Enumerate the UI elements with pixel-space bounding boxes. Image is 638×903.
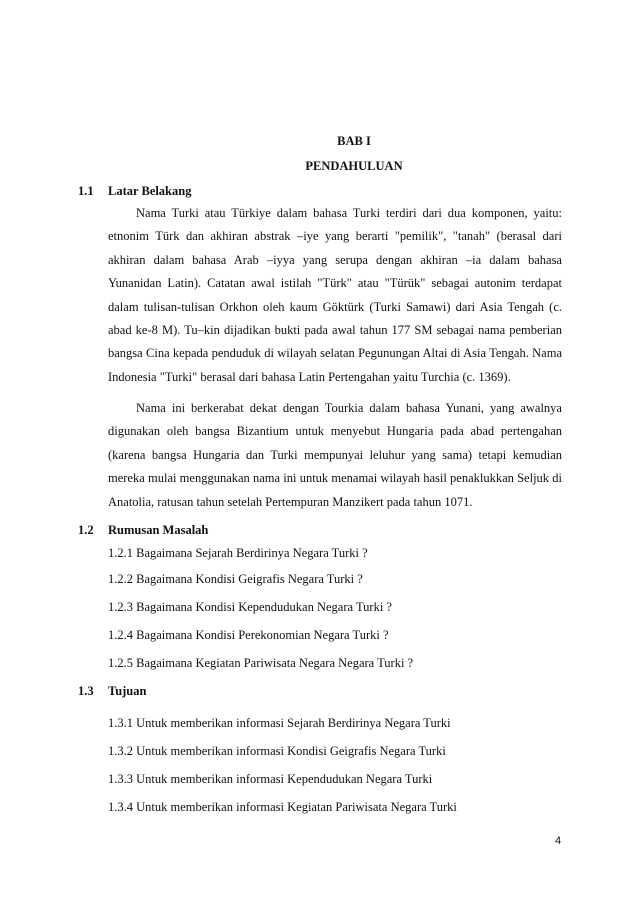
list-item: 1.2.5 Bagaimana Kegiatan Pariwisata Negara Negara Turki ? (108, 656, 414, 670)
chapter-label: BAB I (337, 134, 371, 148)
list-item: 1.2.3 Bagaimana Kondisi Kependudukan Negara Turki ? (108, 600, 392, 614)
list-item: 1.3.4 Untuk memberikan informasi Kegiatan Pariwisata Negara Turki (108, 800, 457, 814)
paragraph: Nama Turki atau Türkiye dalam bahasa Turki terdiri dari dua komponen, yaitu: etnonim Türk dan akhiran abstrak –iye yang berarti "pemilik", "tanah" (berasal dari akhiran dalam bahasa Arab –iyya yang serupa dengan akhiran –ia dalam bahasa Yunanidan Latin). Catatan awal istilah "Türk" atau "Türük" sebagai autonim terdapat dalam tulisan-tulisan Orkhon oleh kaum Göktürk (Turki Samawi) dari Asia Tengah (c. abad ke-8 M). Tu–kin dijadikan bukti pada awal tahun 177 SM sebagai nama pemberian bangsa Cina kepada penduduk di wilayah selatan Pegunungan Altai di Asia Tengah. Nama Indonesia "Turki" berasal dari bahasa Latin Pertengahan yaitu Turchia (c. 1369). (108, 206, 562, 384)
chapter-title: PENDAHULUAN (305, 159, 403, 173)
paragraph: Nama ini berkerabat dekat dengan Tourkia dalam bahasa Yunani, yang awalnya digunakan oleh bangsa Bizantium untuk menyebut Hungaria pada abad pertengahan (karena bangsa Hungaria dan Turki mempunyai leluhur yang sama) tetapi kemudian mereka mulai menggunakan nama ini untuk menamai wilayah hasil penaklukkan Seljuk di Anatolia, ratusan tahun setelah Pertempuran Manzikert pada tahun 1071. (108, 401, 562, 509)
list-item: 1.2.4 Bagaimana Kondisi Perekonomian Negara Turki ? (108, 628, 389, 642)
list-item: 1.3.1 Untuk memberikan informasi Sejarah Berdirinya Negara Turki (108, 716, 451, 730)
list-item: 1.2.1 Bagaimana Sejarah Berdirinya Negara Turki ? (108, 546, 368, 560)
list-item: 1.3.2 Untuk memberikan informasi Kondisi Geigrafis Negara Turki (108, 744, 446, 758)
section-number: 1.3 (78, 684, 94, 698)
section-number: 1.2 (78, 523, 94, 537)
page-number: 4 (555, 835, 562, 847)
list-item: 1.2.2 Bagaimana Kondisi Geigrafis Negara Turki ? (108, 572, 363, 586)
section-title-rumusan-masalah: Rumusan Masalah (108, 523, 209, 537)
list-item: 1.3.3 Untuk memberikan informasi Kependudukan Negara Turki (108, 772, 433, 786)
section-title-tujuan: Tujuan (108, 684, 147, 698)
section-title-latar-belakang: Latar Belakang (108, 184, 192, 198)
section-number: 1.1 (78, 184, 94, 198)
